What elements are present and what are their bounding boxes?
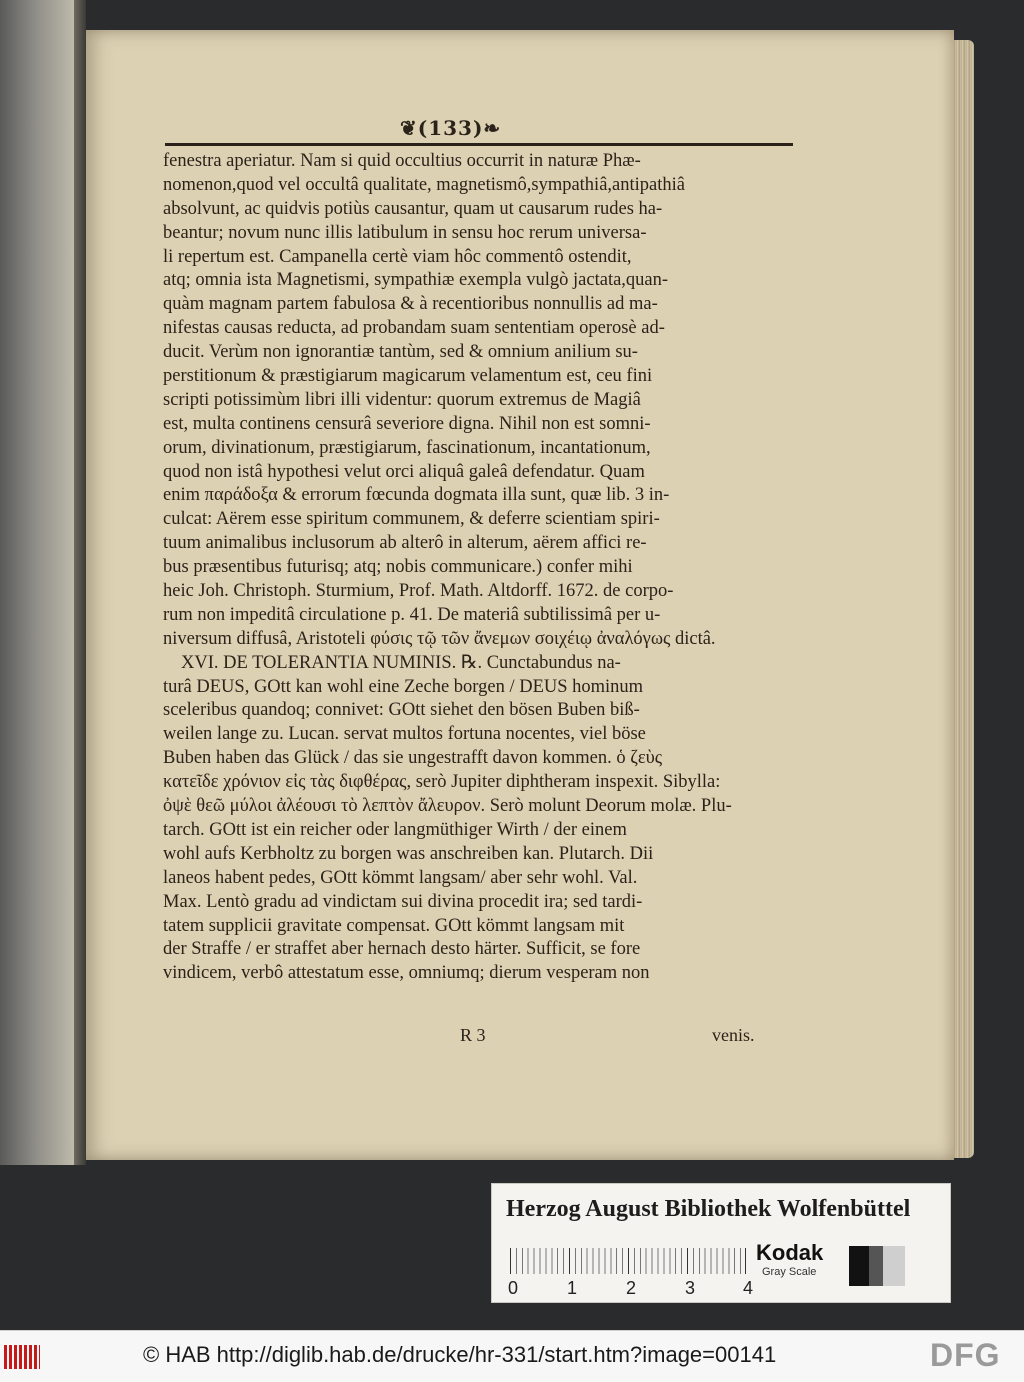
ruler-major-tick — [687, 1248, 688, 1274]
ruler-major-tick — [569, 1248, 570, 1274]
text-line: est, multa continens censurâ severiore digna. Nihil non est somni- — [163, 413, 651, 434]
header-rule — [165, 143, 793, 146]
copyright-link[interactable]: © HAB http://diglib.hab.de/drucke/hr-331/start.htm?image=00141 — [143, 1342, 777, 1367]
scale-number: 4 — [743, 1278, 754, 1298]
page-number: ❦(133)❧ — [400, 116, 502, 140]
text-line: tarch. GOtt ist ein reicher oder langmüthiger Wirth / der einem — [163, 819, 627, 840]
scale-number: 2 — [626, 1278, 637, 1298]
viewer-footer — [0, 1330, 1024, 1382]
page-header — [165, 110, 793, 150]
text-line: XVI. DE TOLERANTIA NUMINIS. ℞. Cunctabundus na- — [181, 652, 621, 673]
color-target-card — [491, 1183, 951, 1303]
text-line: nomenon,quod vel occultâ qualitate, magnetismô,sympathiâ,antipathiâ — [163, 174, 685, 195]
text-line: κατεῖδε χρόνιον εἰς τὰς διφθέρας, serò Jupiter diphtheram inspexit. Sibylla: — [163, 772, 721, 793]
scale-ruler — [510, 1248, 746, 1274]
text-line: wohl aufs Kerbholtz zu borgen was anschreiben kan. Plutarch. Dii — [163, 843, 654, 864]
text-line: fenestra aperiatur. Nam si quid occultius occurrit in naturæ Phæ- — [163, 151, 641, 171]
text-line: enim παράδοξα & errorum fœcunda dogmata illa sunt, quæ lib. 3 in- — [163, 485, 670, 506]
ruler-major-tick — [510, 1248, 511, 1274]
text-line: tuum animalibus inclusorum ab alterô in alterum, aërem affici re- — [163, 533, 647, 554]
gray-patch-light — [883, 1246, 905, 1286]
text-line: tatem supplicii gravitate compensat. GOtt kömmt langsam mit — [163, 915, 625, 936]
text-line: rum non impeditâ circulatione p. 41. De materiâ subtilissimâ per u- — [163, 604, 661, 625]
ruler-major-tick — [628, 1248, 629, 1274]
body-text — [163, 150, 791, 986]
gutter-shadow — [74, 0, 86, 1165]
text-line: li repertum est. Campanella certè viam hôc commentô ostendit, — [163, 246, 632, 267]
kodak-logo: Kodak — [756, 1240, 824, 1265]
text-line: nifestas causas reducta, ad probandam suam sententiam operosè ad- — [163, 318, 665, 339]
text-line: weilen lange zu. Lucan. servat multos fortuna nocentes, viel böse — [163, 724, 646, 745]
text-line: turâ DEUS, GOtt kan wohl eine Zeche borgen / DEUS hominum — [163, 676, 644, 697]
text-line: heic Joh. Christoph. Sturmium, Prof. Math. Altdorff. 1672. de corpo- — [163, 581, 674, 602]
text-line: orum, divinationum, præstigiarum, fascinationum, incantationum, — [163, 437, 651, 458]
text-line: quàm magnam partem fabulosa & à recentioribus nonnullis ad ma- — [163, 294, 658, 315]
text-line: perstitionum & præstigiarum magicarum velamentum est, ceu fini — [163, 366, 653, 387]
gray-patch-black — [849, 1246, 869, 1286]
text-line: bus præsentibus futurisq; atq; nobis communicare.) confer mihi — [163, 557, 633, 578]
text-line: vindicem, verbô attestatum esse, omniumq; dierum vesperam non — [163, 963, 650, 984]
library-title: Herzog August Bibliothek Wolfenbüttel — [506, 1196, 911, 1222]
text-line: atq; omnia ista Magnetismi, sympathiæ exempla vulgò jactata,quan- — [163, 270, 669, 291]
scale-number: 3 — [685, 1278, 696, 1298]
text-line: laneos habent pedes, GOtt kömmt langsam/ aber sehr wohl. Val. — [163, 867, 638, 888]
signature-mark: R 3 — [460, 1025, 486, 1045]
text-line: Max. Lentò gradu ad vindictam sui divina procedit ira; sed tardi- — [163, 891, 643, 912]
dfg-logo: DFG — [930, 1337, 1001, 1373]
text-line: Buben haben das Glück / das sie ungestrafft davon kommen. ὁ ζεὺς — [163, 748, 663, 769]
ruler-major-tick — [745, 1248, 746, 1274]
text-line: der Straffe / er straffet aber hernach desto härter. Sufficit, se fore — [163, 939, 641, 960]
text-line: culcat: Aërem esse spiritum communem, & deferre scientiam spiri- — [163, 509, 660, 530]
gray-patch-mid — [869, 1246, 883, 1286]
scale-numbers — [504, 1278, 764, 1298]
scale-number: 1 — [567, 1278, 578, 1298]
left-page-edge — [0, 0, 86, 1165]
text-line: ὀψὲ θεῶ μύλοι ἀλέουσι τὸ λεπτὸν ἄλευρον. Serò molunt Deorum molæ. Plu- — [163, 796, 732, 817]
gray-scale-label: Gray Scale — [762, 1266, 817, 1278]
text-line: ducit. Verùm non ignorantiæ tantùm, sed & omnium anilium su- — [163, 342, 638, 363]
catchword: venis. — [712, 1025, 755, 1045]
scale-number: 0 — [508, 1278, 519, 1298]
barcode-icon — [4, 1345, 40, 1369]
text-line: niversum diffusâ, Aristoteli φύσις τῷ τῶν ἄνεμων σοιχέιῳ ἀναλόγως dictâ. — [163, 628, 716, 649]
text-line: scripti potissimùm libri illi videntur: quorum extremus de Magiâ — [163, 389, 641, 410]
text-line: beantur; novum nunc illis latibulum in sensu hoc rerum universa- — [163, 222, 647, 243]
text-line: quod non istâ hypothesi velut orci aliquâ galeâ defendatur. Quam — [163, 461, 645, 482]
text-line: sceleribus quandoq; connivet: GOtt siehet den bösen Buben biß- — [163, 700, 640, 721]
text-line: absolvunt, ac quidvis potiùs causantur, quam ut causarum rudes ha- — [163, 198, 663, 219]
